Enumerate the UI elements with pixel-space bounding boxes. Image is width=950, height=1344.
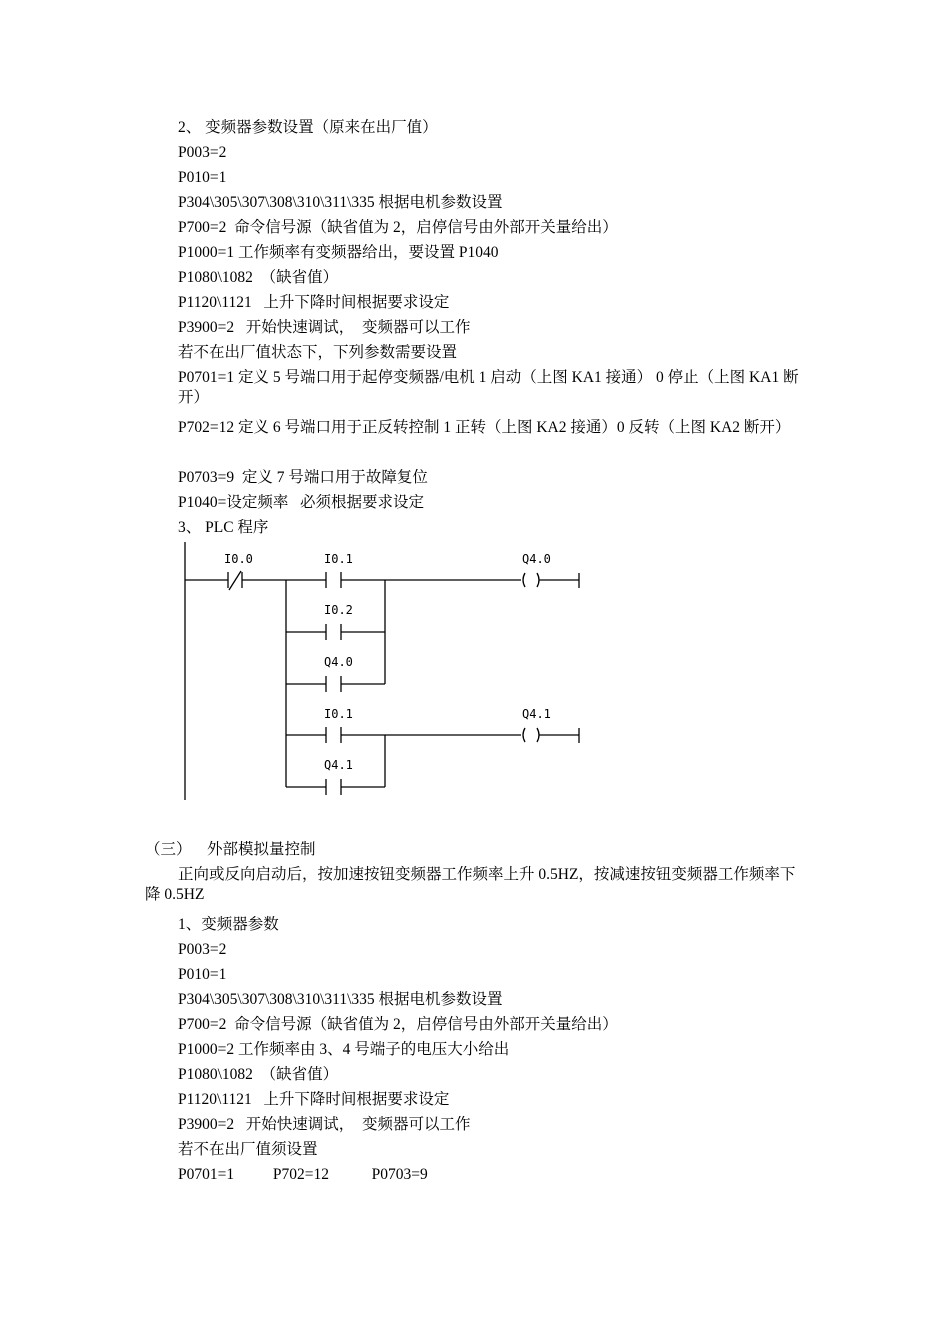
part-heading: （三） 外部模拟量控制 [145, 841, 316, 858]
param-line: P1080\1082 （缺省值） [178, 1066, 339, 1083]
param-line: P700=2 命令信号源（缺省值为 2，启停信号由外部开关量给出） [178, 219, 618, 236]
param-line: P1000=2 工作频率由 3、4 号端子的电压大小给出 [178, 1041, 510, 1058]
param-line: P010=1 [178, 169, 227, 186]
section-heading: 3、 PLC 程序 [178, 519, 269, 536]
no-contact-i0-1 [326, 572, 521, 588]
param-line: P003=2 [178, 941, 227, 958]
param-line: P010=1 [178, 966, 227, 983]
param-line: P700=2 命令信号源（缺省值为 2，启停信号由外部开关量给出） [178, 1016, 618, 1033]
param-line: P003=2 [178, 144, 227, 161]
no-contact-i0-1-rung2 [286, 727, 521, 743]
param-line: P1000=1 工作频率有变频器给出，要设置 P1040 [178, 244, 499, 261]
intro-paragraph: 正向或反向启动后，按加速按钮变频器工作频率上升 0.5HZ，按减速按钮变频器工作频率下降 0.5HZ [145, 866, 796, 903]
param-line: P1120\1121 上升下降时间根据要求设定 [178, 1091, 450, 1108]
contact-label: I0.0 [224, 552, 253, 566]
no-contact-q4-1 [286, 779, 385, 795]
section-heading: 2、 变频器参数设置（原来在出厂值） [178, 119, 438, 136]
param-line: 若不在出厂值须设置 [178, 1141, 318, 1158]
param-line: P1040=设定频率 必须根据要求设定 [178, 494, 424, 511]
coil-q4-1 [523, 728, 579, 743]
coil-label: Q4.1 [522, 707, 551, 721]
param-line: P702=12 定义 6 号端口用于正反转控制 1 正转（上图 KA2 接通）0 反转（上图 KA2 断开） [178, 419, 791, 436]
param-line: P3900=2 开始快速调试， 变频器可以工作 [178, 1116, 471, 1133]
sub-heading: 1、变频器参数 [178, 916, 279, 933]
coil-label: Q4.0 [522, 552, 551, 566]
coil-q4-0 [523, 573, 579, 588]
contact-label: Q4.0 [324, 655, 353, 669]
contact-label: I0.2 [324, 603, 353, 617]
param-line: P3900=2 开始快速调试， 变频器可以工作 [178, 319, 471, 336]
nc-contact-i0-0 [185, 571, 326, 590]
param-line: P0701=1 定义 5 号端口用于起停变频器/电机 1 启动（上图 KA1 接通） 0 停止（上图 KA1 断开） [178, 369, 799, 406]
contact-label: I0.1 [324, 552, 353, 566]
param-line: 若不在出厂值状态下，下列参数需要设置 [178, 344, 458, 361]
no-contact-q4-0 [286, 676, 385, 692]
param-line: P1080\1082 （缺省值） [178, 269, 339, 286]
contact-label: Q4.1 [324, 758, 353, 772]
param-line: P304\305\307\308\310\311\335 根据电机参数设置 [178, 194, 503, 211]
contact-label: I0.1 [324, 707, 353, 721]
param-line: P0701=1 P702=12 P0703=9 [178, 1166, 428, 1183]
param-line: P304\305\307\308\310\311\335 根据电机参数设置 [178, 991, 503, 1008]
param-line: P0703=9 定义 7 号端口用于故障复位 [178, 469, 428, 486]
no-contact-i0-2 [286, 624, 385, 640]
ladder-diagram [178, 538, 598, 806]
param-line: P1120\1121 上升下降时间根据要求设定 [178, 294, 450, 311]
